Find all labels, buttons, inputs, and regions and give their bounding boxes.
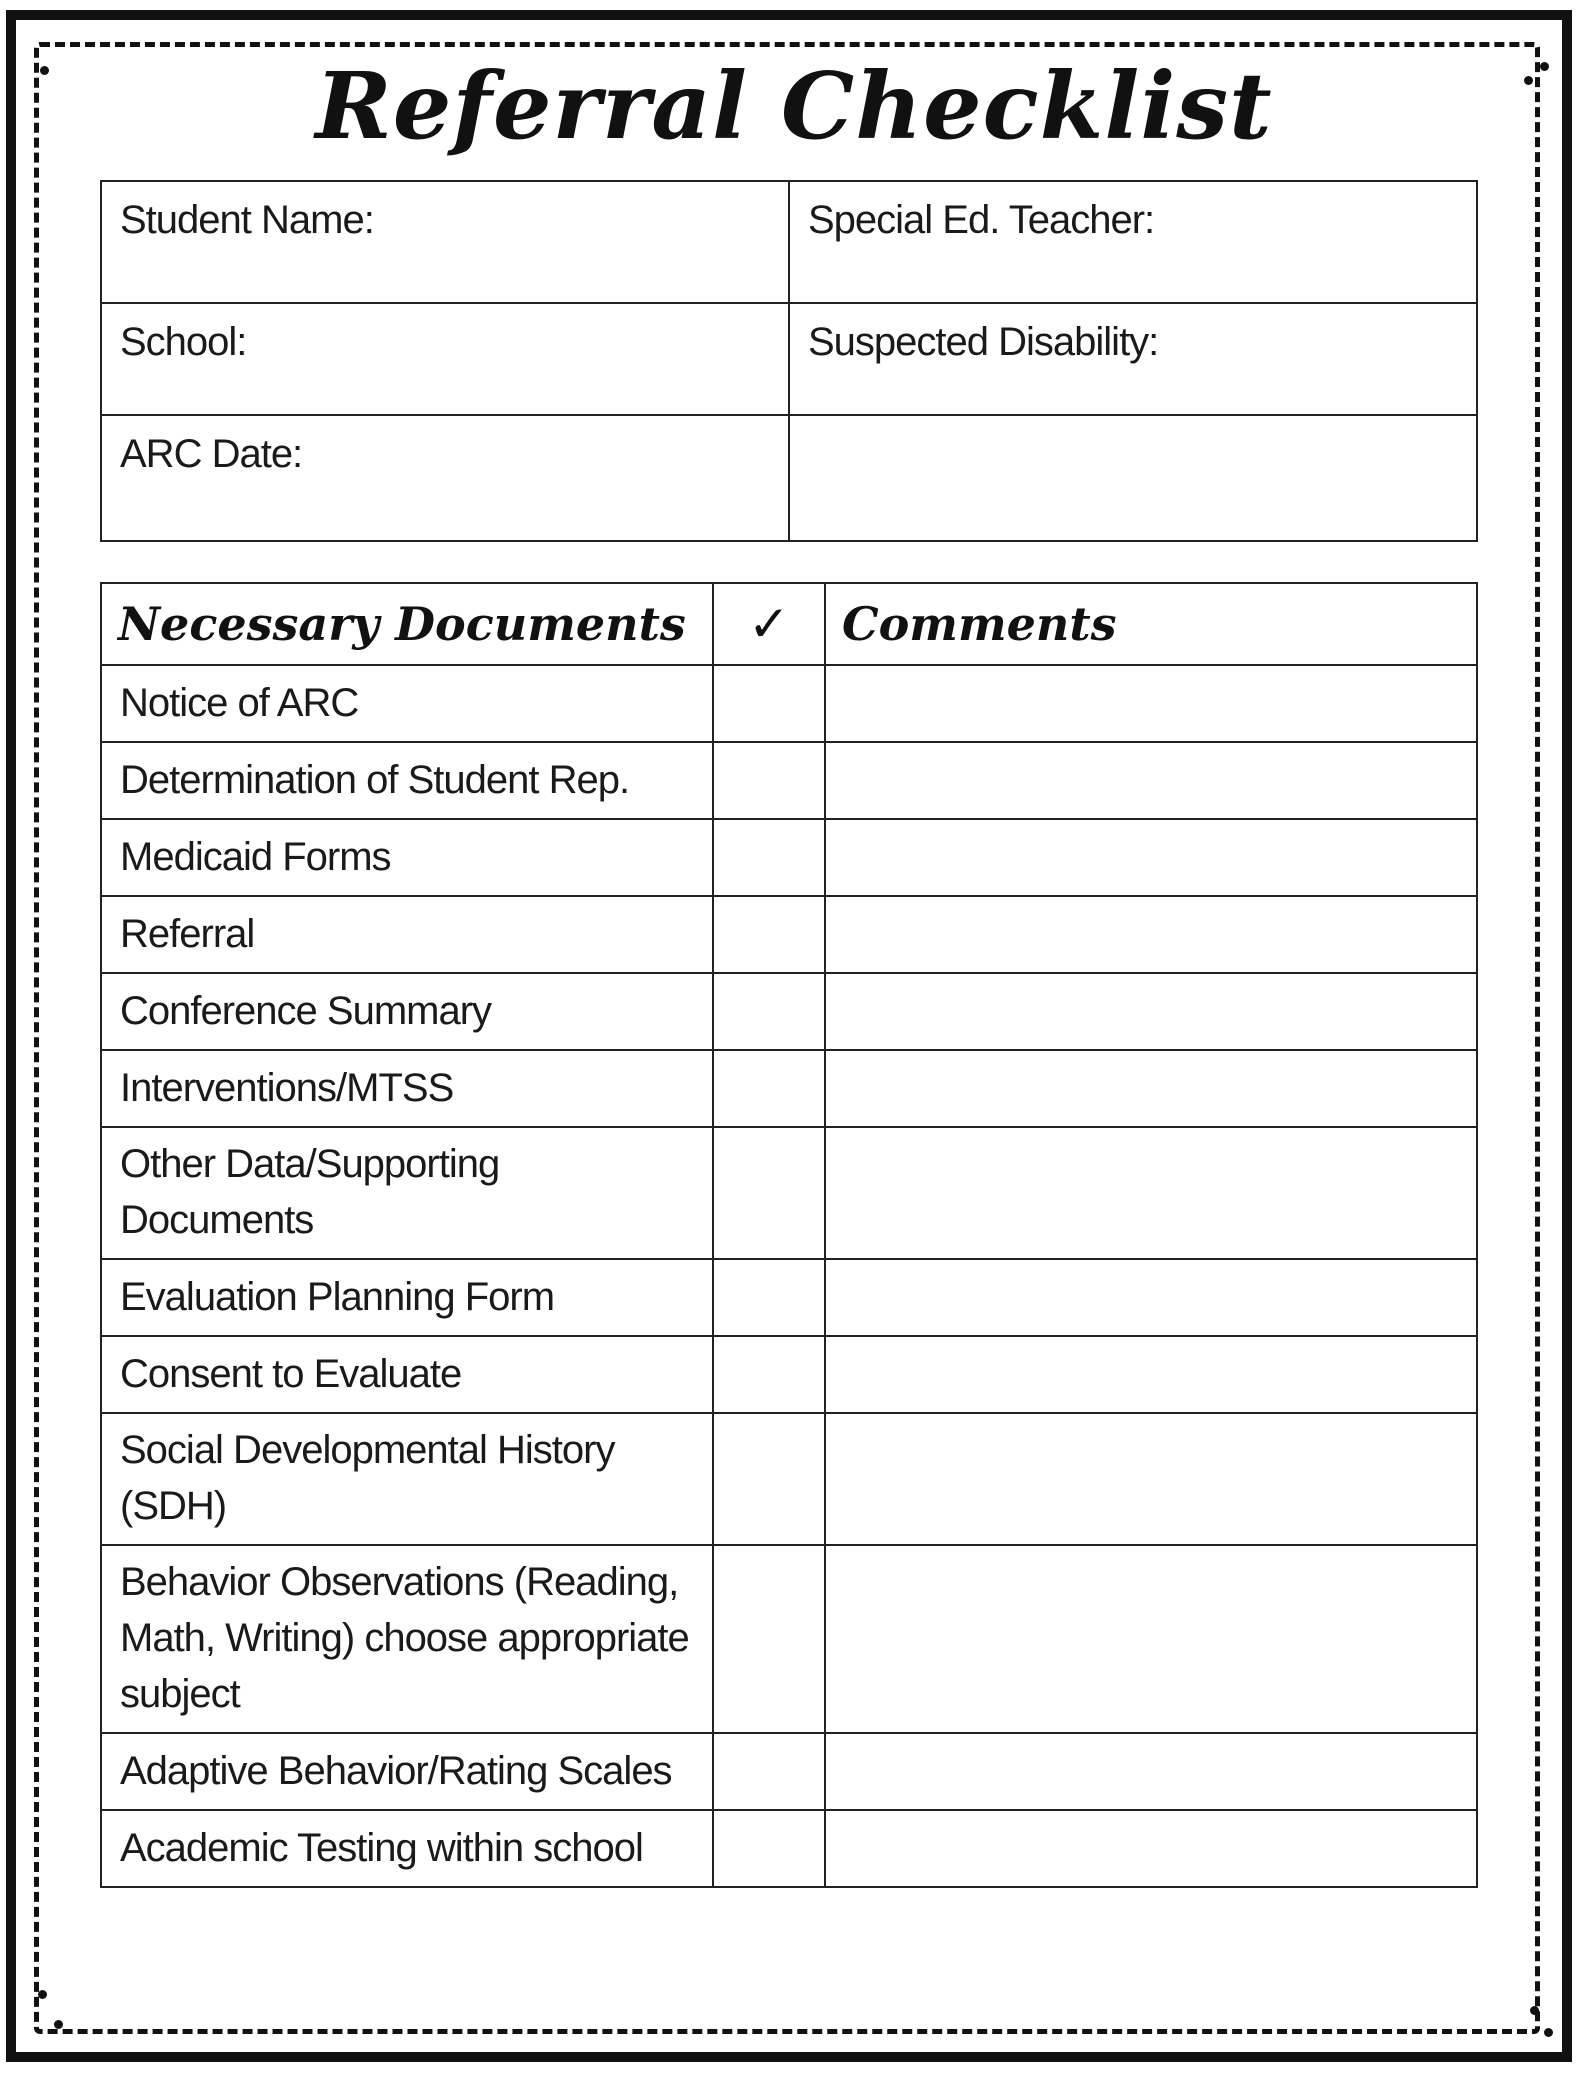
school-field[interactable]: School: (101, 303, 789, 415)
comment-cell[interactable] (825, 973, 1477, 1050)
document-name: Conference Summary (101, 973, 713, 1050)
check-cell[interactable] (713, 973, 825, 1050)
table-row (101, 1259, 1477, 1336)
corner-dot (54, 2020, 63, 2029)
check-cell[interactable] (713, 1127, 825, 1259)
document-name: Referral (101, 896, 713, 973)
comment-cell[interactable] (825, 1545, 1477, 1733)
table-row (101, 896, 1477, 973)
special-ed-teacher-field[interactable]: Special Ed. Teacher: (789, 181, 1477, 303)
comment-cell[interactable] (825, 742, 1477, 819)
check-cell[interactable] (713, 1810, 825, 1887)
check-cell[interactable] (713, 1413, 825, 1545)
comment-cell[interactable] (825, 1127, 1477, 1259)
table-row (101, 1413, 1477, 1545)
document-name: Social Developmental History (SDH) (101, 1413, 713, 1545)
comment-cell[interactable] (825, 896, 1477, 973)
comment-cell[interactable] (825, 1259, 1477, 1336)
corner-dot (1544, 2028, 1553, 2037)
header-check-icon: ✓ (713, 583, 825, 665)
table-row (101, 1733, 1477, 1810)
student-name-field[interactable]: Student Name: (101, 181, 789, 303)
document-name: Notice of ARC (101, 665, 713, 742)
table-row (101, 1127, 1477, 1259)
comment-cell[interactable] (825, 665, 1477, 742)
comment-cell[interactable] (825, 1050, 1477, 1127)
comment-cell[interactable] (825, 819, 1477, 896)
document-name: Other Data/Supporting Documents (101, 1127, 713, 1259)
document-name: Academic Testing within school (101, 1810, 713, 1887)
comment-cell[interactable] (825, 1733, 1477, 1810)
check-cell[interactable] (713, 1336, 825, 1413)
check-cell[interactable] (713, 1545, 825, 1733)
suspected-disability-field[interactable]: Suspected Disability: (789, 303, 1477, 415)
corner-dot (1530, 2006, 1539, 2015)
check-cell[interactable] (713, 1733, 825, 1810)
documents-table (100, 582, 1478, 1888)
document-name: Adaptive Behavior/Rating Scales (101, 1733, 713, 1810)
check-cell[interactable] (713, 819, 825, 896)
comment-cell[interactable] (825, 1336, 1477, 1413)
document-name: Consent to Evaluate (101, 1336, 713, 1413)
header-necessary-documents: Necessary Documents (101, 583, 713, 665)
empty-info-cell[interactable] (789, 415, 1477, 541)
corner-dot (38, 1990, 47, 1999)
check-cell[interactable] (713, 1259, 825, 1336)
page-title: Referral Checklist (315, 52, 1273, 160)
table-row (101, 1545, 1477, 1733)
student-info-table (100, 180, 1478, 542)
check-cell[interactable] (713, 665, 825, 742)
arc-date-field[interactable]: ARC Date: (101, 415, 789, 541)
table-row (101, 1050, 1477, 1127)
table-row (101, 1336, 1477, 1413)
table-row (101, 819, 1477, 896)
document-name: Interventions/MTSS (101, 1050, 713, 1127)
check-cell[interactable] (713, 896, 825, 973)
table-row (101, 742, 1477, 819)
document-name: Behavior Observations (Reading, Math, Writing) choose appropriate subject (101, 1545, 713, 1733)
header-comments: Comments (825, 583, 1477, 665)
table-row (101, 665, 1477, 742)
table-row (101, 1810, 1477, 1887)
table-row (101, 973, 1477, 1050)
document-name: Medicaid Forms (101, 819, 713, 896)
document-name: Determination of Student Rep. (101, 742, 713, 819)
comment-cell[interactable] (825, 1413, 1477, 1545)
table-header-row (101, 583, 1477, 665)
check-cell[interactable] (713, 742, 825, 819)
document-name: Evaluation Planning Form (101, 1259, 713, 1336)
comment-cell[interactable] (825, 1810, 1477, 1887)
check-cell[interactable] (713, 1050, 825, 1127)
